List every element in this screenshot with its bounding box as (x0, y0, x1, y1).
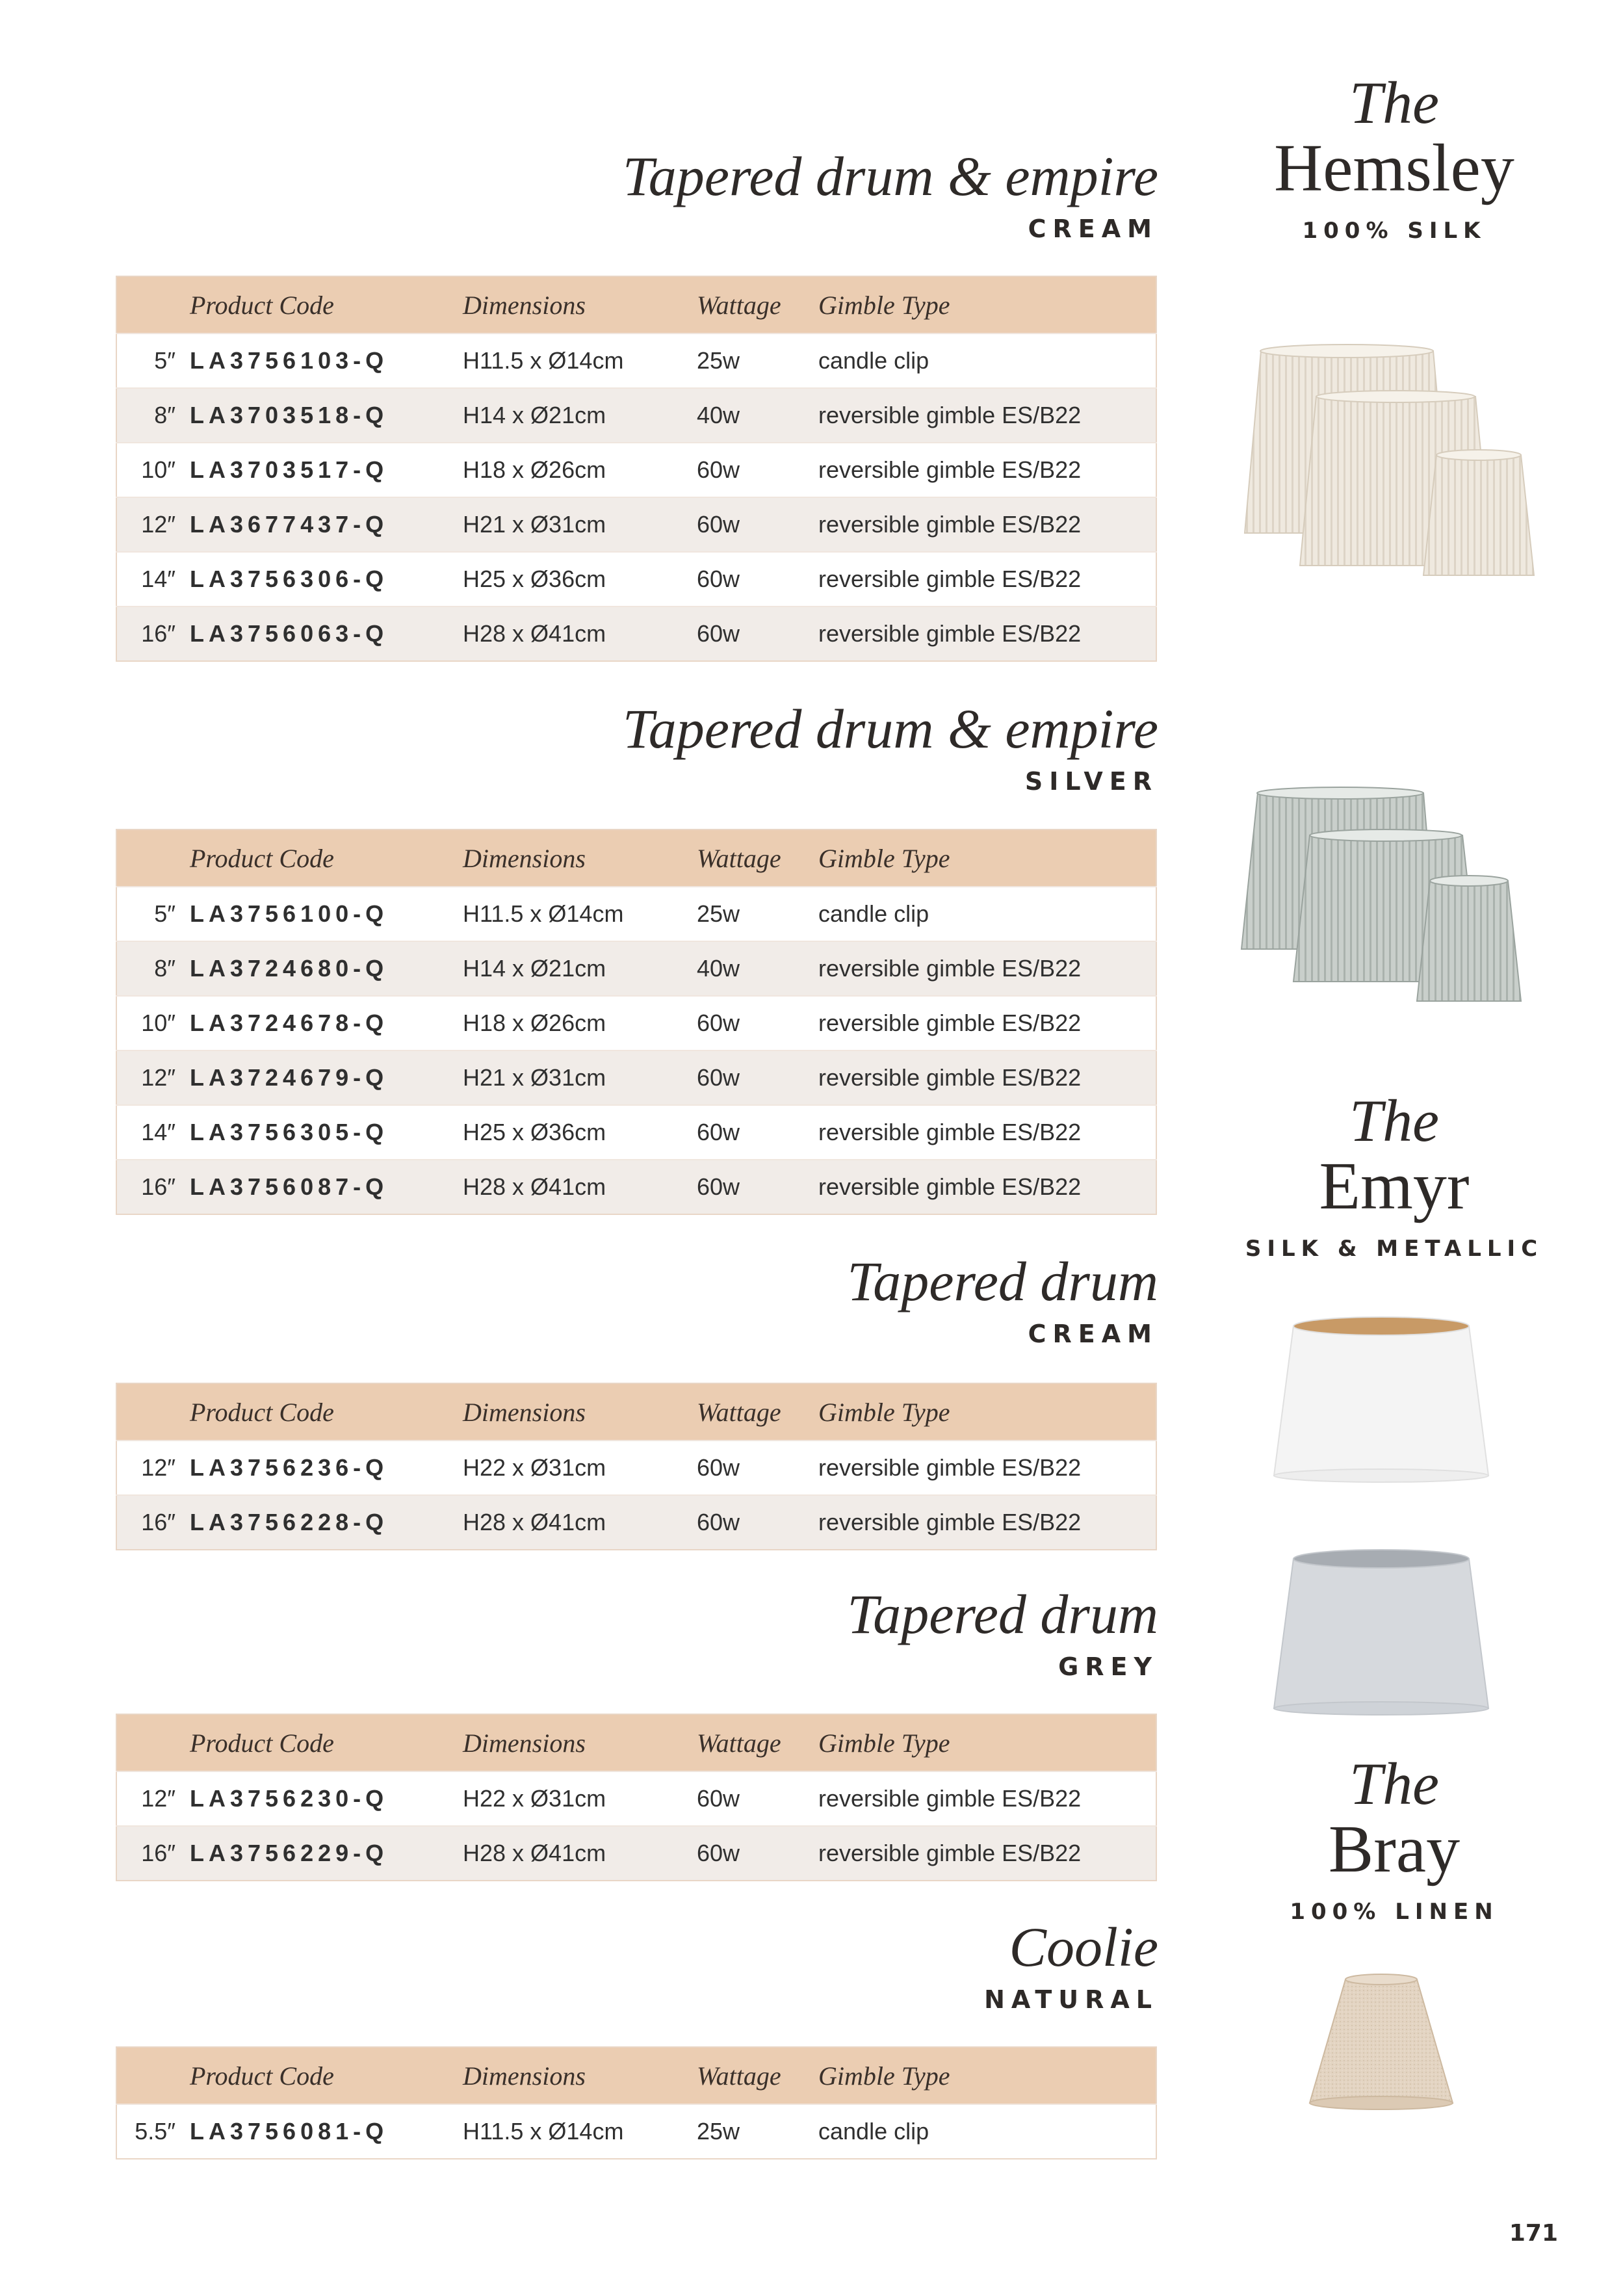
gimble-cell: reversible gimble ES/B22 (818, 941, 1156, 996)
product-code-cell: LA3756081-Q (190, 2104, 463, 2159)
product-code-cell: LA3756306-Q (190, 552, 463, 607)
table-row (116, 941, 1156, 996)
section-subtitle: SILVER (1024, 767, 1158, 796)
spec-table (116, 1714, 1157, 1881)
spec-table (116, 276, 1157, 662)
dimensions-cell: H18 x Ø26cm (463, 443, 697, 497)
wattage-cell: 60w (697, 607, 818, 661)
table-header-row (116, 1383, 1156, 1441)
size-cell: 5″ (116, 887, 190, 941)
product-code-cell: LA3724678-Q (190, 996, 463, 1050)
table-row (116, 1826, 1156, 1881)
spec-table (116, 1383, 1157, 1550)
size-cell: 8″ (116, 388, 190, 443)
product-code-cell: LA3756236-Q (190, 1441, 463, 1495)
table-row (116, 996, 1156, 1050)
wattage-cell: 25w (697, 333, 818, 388)
table-row (116, 1050, 1156, 1105)
table-row (116, 2104, 1156, 2159)
brand-name: Bray (1328, 1812, 1461, 1886)
wattage-header: Wattage (697, 829, 818, 887)
table-header-row (116, 1714, 1156, 1771)
brand-the-label: The (1349, 1751, 1439, 1817)
product-code-cell: LA3724679-Q (190, 1050, 463, 1105)
size-cell: 12″ (116, 1050, 190, 1105)
dimensions-cell: H14 x Ø21cm (463, 941, 697, 996)
gimble-cell: reversible gimble ES/B22 (818, 552, 1156, 607)
brand-the-label: The (1349, 70, 1439, 136)
wattage-cell: 60w (697, 1160, 818, 1214)
table-row (116, 1160, 1156, 1214)
spec-table (116, 829, 1157, 1215)
wattage-cell: 25w (697, 887, 818, 941)
section-subtitle: NATURAL (984, 1985, 1158, 2014)
gimble-cell: reversible gimble ES/B22 (818, 1495, 1156, 1550)
product-code-cell: LA3756230-Q (190, 1771, 463, 1826)
dimensions-cell: H22 x Ø31cm (463, 1441, 697, 1495)
section-title: Coolie (1009, 1916, 1158, 1978)
size-header (116, 2047, 190, 2104)
gimble-type-header: Gimble Type (818, 2047, 1156, 2104)
gimble-type-header: Gimble Type (818, 276, 1156, 333)
size-cell: 12″ (116, 1441, 190, 1495)
dimensions-cell: H25 x Ø36cm (463, 1105, 697, 1160)
gimble-type-header: Gimble Type (818, 829, 1156, 887)
wattage-cell: 60w (697, 443, 818, 497)
table-row (116, 1771, 1156, 1826)
dimensions-cell: H28 x Ø41cm (463, 607, 697, 661)
table-row (116, 607, 1156, 661)
gimble-cell: reversible gimble ES/B22 (818, 1050, 1156, 1105)
wattage-cell: 60w (697, 1105, 818, 1160)
product-code-cell: LA3703518-Q (190, 388, 463, 443)
grey-metallic-shade-image (1271, 1546, 1492, 1721)
section-subtitle: CREAM (1028, 215, 1158, 243)
brand-material: 100% SILK (1302, 218, 1487, 244)
wattage-header: Wattage (697, 1383, 818, 1441)
brand-bray (1222, 1751, 1566, 1925)
spec-table (116, 2046, 1157, 2159)
table-row (116, 443, 1156, 497)
product-code-cell: LA3756100-Q (190, 887, 463, 941)
wattage-cell: 25w (697, 2104, 818, 2159)
size-header (116, 1714, 190, 1771)
dimensions-cell: H28 x Ø41cm (463, 1160, 697, 1214)
size-cell: 16″ (116, 607, 190, 661)
dimensions-cell: H28 x Ø41cm (463, 1826, 697, 1881)
silver-pleated-shades-image (1228, 787, 1553, 1034)
product-code-header: Product Code (190, 276, 463, 333)
gimble-cell: reversible gimble ES/B22 (818, 996, 1156, 1050)
gimble-cell: reversible gimble ES/B22 (818, 443, 1156, 497)
size-cell: 5.5″ (116, 2104, 190, 2159)
dimensions-cell: H21 x Ø31cm (463, 1050, 697, 1105)
wattage-cell: 40w (697, 941, 818, 996)
size-cell: 14″ (116, 1105, 190, 1160)
table-row (116, 1441, 1156, 1495)
dimensions-cell: H28 x Ø41cm (463, 1495, 697, 1550)
size-cell: 10″ (116, 996, 190, 1050)
gimble-cell: reversible gimble ES/B22 (818, 1826, 1156, 1881)
brand-hemsley (1222, 70, 1566, 244)
gimble-type-header: Gimble Type (818, 1383, 1156, 1441)
size-cell: 14″ (116, 552, 190, 607)
dimensions-header: Dimensions (463, 1714, 697, 1771)
product-code-header: Product Code (190, 829, 463, 887)
gimble-cell: reversible gimble ES/B22 (818, 497, 1156, 552)
wattage-header: Wattage (697, 1714, 818, 1771)
size-cell: 12″ (116, 1771, 190, 1826)
size-cell: 16″ (116, 1160, 190, 1214)
table-header-row (116, 829, 1156, 887)
gimble-cell: candle clip (818, 887, 1156, 941)
size-header (116, 1383, 190, 1441)
product-code-cell: LA3756103-Q (190, 333, 463, 388)
wattage-header: Wattage (697, 2047, 818, 2104)
table-row (116, 1495, 1156, 1550)
table-row (116, 497, 1156, 552)
dimensions-cell: H18 x Ø26cm (463, 996, 697, 1050)
cream-pleated-shades-image (1241, 338, 1566, 592)
wattage-cell: 60w (697, 1771, 818, 1826)
product-code-cell: LA3677437-Q (190, 497, 463, 552)
dimensions-cell: H11.5 x Ø14cm (463, 887, 697, 941)
section-title: Tapered drum (847, 1250, 1158, 1312)
dimensions-cell: H11.5 x Ø14cm (463, 333, 697, 388)
size-header (116, 829, 190, 887)
table-header-row (116, 276, 1156, 333)
dimensions-cell: H22 x Ø31cm (463, 1771, 697, 1826)
section-title: Tapered drum (847, 1583, 1158, 1645)
table-row (116, 333, 1156, 388)
table-header-row (116, 2047, 1156, 2104)
wattage-cell: 60w (697, 497, 818, 552)
table-row (116, 552, 1156, 607)
brand-material: 100% LINEN (1290, 1899, 1499, 1925)
white-metallic-shade-image (1271, 1313, 1492, 1489)
dimensions-cell: H21 x Ø31cm (463, 497, 697, 552)
product-code-cell: LA3703517-Q (190, 443, 463, 497)
size-cell: 16″ (116, 1495, 190, 1550)
gimble-cell: reversible gimble ES/B22 (818, 1105, 1156, 1160)
product-code-cell: LA3756305-Q (190, 1105, 463, 1160)
dimensions-header: Dimensions (463, 1383, 697, 1441)
gimble-cell: reversible gimble ES/B22 (818, 607, 1156, 661)
wattage-cell: 40w (697, 388, 818, 443)
product-code-header: Product Code (190, 1383, 463, 1441)
product-code-cell: LA3724680-Q (190, 941, 463, 996)
section-title: Tapered drum & empire (622, 698, 1158, 760)
section-subtitle: CREAM (1028, 1320, 1158, 1348)
brand-emyr (1222, 1088, 1566, 1262)
gimble-type-header: Gimble Type (818, 1714, 1156, 1771)
product-code-cell: LA3756087-Q (190, 1160, 463, 1214)
wattage-cell: 60w (697, 552, 818, 607)
dimensions-header: Dimensions (463, 276, 697, 333)
dimensions-cell: H25 x Ø36cm (463, 552, 697, 607)
dimensions-cell: H11.5 x Ø14cm (463, 2104, 697, 2159)
section-title: Tapered drum & empire (622, 145, 1158, 207)
brand-material: SILK & METALLIC (1245, 1236, 1544, 1262)
table-row (116, 887, 1156, 941)
product-code-header: Product Code (190, 1714, 463, 1771)
linen-coolie-shade-image (1300, 1970, 1462, 2119)
gimble-cell: candle clip (818, 333, 1156, 388)
brand-name: Emyr (1319, 1149, 1470, 1223)
wattage-cell: 60w (697, 1495, 818, 1550)
dimensions-header: Dimensions (463, 829, 697, 887)
gimble-cell: reversible gimble ES/B22 (818, 388, 1156, 443)
table-row (116, 388, 1156, 443)
size-cell: 5″ (116, 333, 190, 388)
page-number: 171 (1509, 2220, 1558, 2247)
size-cell: 10″ (116, 443, 190, 497)
size-cell: 16″ (116, 1826, 190, 1881)
gimble-cell: reversible gimble ES/B22 (818, 1771, 1156, 1826)
product-code-header: Product Code (190, 2047, 463, 2104)
gimble-cell: reversible gimble ES/B22 (818, 1441, 1156, 1495)
section-subtitle: GREY (1058, 1652, 1158, 1681)
size-cell: 12″ (116, 497, 190, 552)
gimble-cell: candle clip (818, 2104, 1156, 2159)
gimble-cell: reversible gimble ES/B22 (818, 1160, 1156, 1214)
wattage-cell: 60w (697, 996, 818, 1050)
brand-the-label: The (1349, 1088, 1439, 1154)
table-row (116, 1105, 1156, 1160)
brand-name: Hemsley (1274, 131, 1514, 205)
wattage-cell: 60w (697, 1441, 818, 1495)
product-code-cell: LA3756063-Q (190, 607, 463, 661)
size-header (116, 276, 190, 333)
size-cell: 8″ (116, 941, 190, 996)
wattage-cell: 60w (697, 1050, 818, 1105)
wattage-header: Wattage (697, 276, 818, 333)
dimensions-cell: H14 x Ø21cm (463, 388, 697, 443)
dimensions-header: Dimensions (463, 2047, 697, 2104)
product-code-cell: LA3756228-Q (190, 1495, 463, 1550)
wattage-cell: 60w (697, 1826, 818, 1881)
product-code-cell: LA3756229-Q (190, 1826, 463, 1881)
